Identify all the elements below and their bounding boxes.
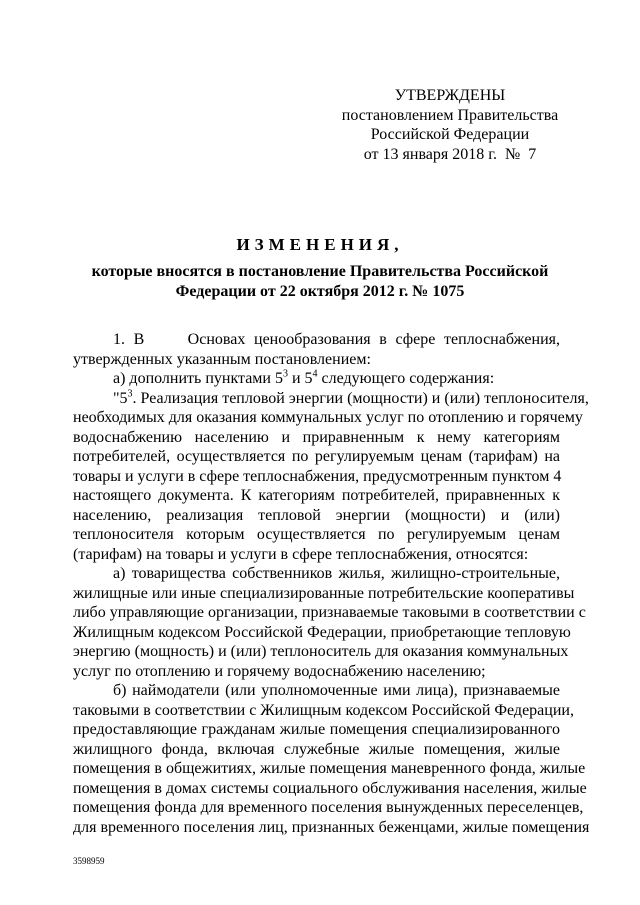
quote-line-9: (тарифам) на товары и услуги в сфере теплоснабжения, относятся: — [73, 545, 529, 563]
approval-block — [330, 86, 570, 164]
item-a-line-6: услуг по отоплению и горячему водоснабжению населению; — [73, 662, 486, 680]
quote-line-3: водоснабжению населению и приравненным к нему категориям — [73, 428, 560, 446]
document-subtitle — [70, 262, 570, 302]
paragraph-1-line-2: утвержденных указанным постановлением: — [73, 350, 371, 368]
item-b-line-8: для временного поселения лиц, признанных беженцами, жилые помещения — [73, 818, 590, 836]
approval-heading: УТВЕРЖДЕНЫ — [394, 87, 506, 104]
quote-line-7: населению, реализация тепловой энергии (мощности) и (или) — [73, 506, 560, 524]
paragraph-1-line-1 — [73, 330, 560, 350]
item-a-line-4: Жилищным кодексом Российской Федерации, приобретающие тепловую — [73, 623, 571, 641]
item-b-line-6: помещения в домах системы социального обслуживания населения, жилые — [73, 779, 587, 797]
subitem-a-intro: а) дополнить пунктами $5^3$ и $5^4$ следующего содержания: — [113, 368, 495, 387]
document-title: ИЗМЕНЕНИЯ, — [236, 235, 404, 254]
quote-line-8: теплоносителя которым осуществляется по регулируемым ценам — [73, 526, 560, 543]
approval-line-3: Российской Федерации — [370, 126, 530, 143]
quote-line-2: необходимых для оказания коммунальных услуг по отоплению и горячему — [73, 409, 583, 426]
approval-date-line: от 13 января 2018 г. № 7 — [363, 145, 537, 163]
item-b-line-5: помещения в общежитиях, жилые помещения маневренного фонда, жилые — [73, 760, 586, 777]
quote-line-4: потребителей, осуществляется по регулируемым ценам (тарифам) на — [73, 448, 560, 465]
subtitle-line-2: Федерации от 22 октября 2012 г. № 1075 — [175, 283, 465, 300]
paragraph-1-text: Основах ценообразования в сфере теплоснабжения, — [187, 331, 561, 348]
item-a-line-5: энергию (мощность) и (или) теплоноситель для оказания коммунальных — [73, 643, 569, 660]
paragraph-1-number: 1. В — [113, 331, 145, 348]
document-body — [73, 330, 590, 837]
quote-line-1: "$5^3$. Реализация тепловой энергии (мощности) и (или) теплоносителя, — [113, 388, 589, 407]
subtitle-line-1: которые вносятся в постановление Правительства Российской — [91, 263, 549, 280]
item-b-line-7: помещения фонда для временного поселения вынужденных переселенцев, — [73, 799, 584, 816]
approval-line-2: постановлением Правительства — [341, 106, 559, 124]
item-b-line-3: предоставляющие гражданам жилые помещения специализированного — [73, 721, 560, 738]
document-code: 3598959 — [73, 856, 105, 866]
item-b-line-2: таковыми в соответствии с Жилищным кодексом Российской Федерации, — [73, 701, 574, 719]
item-b-line-1: б) наймодатели (или уполномоченные ими лица), признаваемые — [113, 682, 560, 699]
item-b-line-4: жилищного фонда, включая служебные жилые помещения, жилые — [73, 740, 560, 758]
quote-line-5: товары и услуги в сфере теплоснабжения, предусмотренным пунктом 4 — [73, 467, 562, 485]
item-a-line-2: жилищные или иные специализированные потребительские кооперативы — [73, 584, 575, 602]
quote-line-6: настоящего документа. К категориям потребителей, приравненных к — [73, 487, 560, 504]
item-a-line-1: а) товарищества собственников жилья, жилищно-строительные, — [113, 565, 560, 582]
item-a-line-3: либо управляющие организации, признаваемые таковыми в соответствии с — [73, 604, 586, 621]
